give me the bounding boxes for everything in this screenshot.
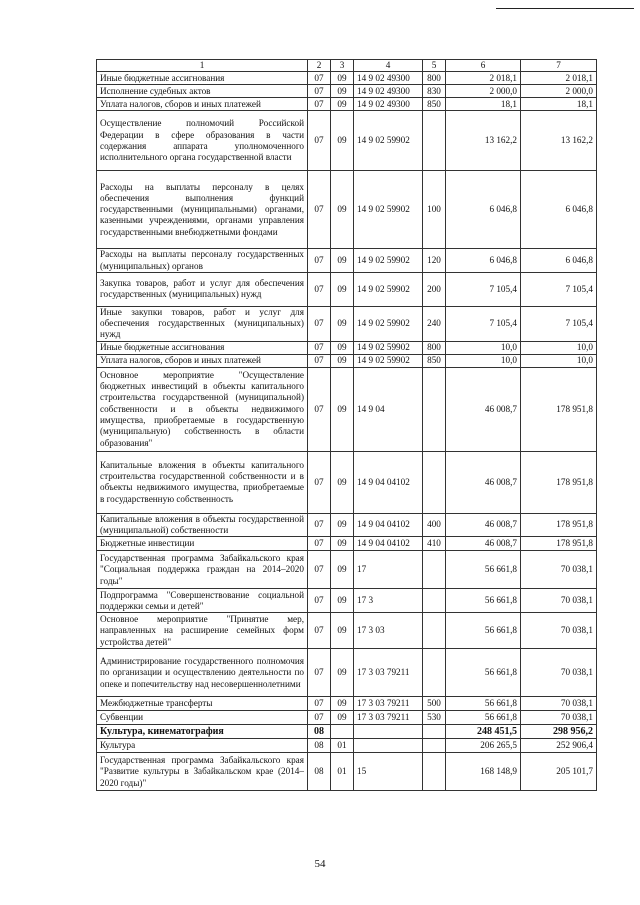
row-name: Подпрограмма "Совершенствование социальной поддержки семьи и детей" [97,589,308,613]
row-expense-type: 800 [423,72,446,85]
row-expense-type [423,725,446,739]
row-amount-year-2: 10,0 [521,354,597,367]
row-expense-type [423,451,446,513]
row-amount-year-1: 56 661,8 [446,711,521,725]
row-name: Администрирование государственного полномочия по организации и осуществлению деятельности по опеке и попечительству над несовершеннолетними [97,649,308,697]
row-name: Бюджетные инвестиции [97,537,308,551]
row-expense-type [423,589,446,613]
row-subsection: 09 [331,367,354,451]
row-target-code: 15 [354,753,423,791]
row-subsection: 09 [331,341,354,354]
row-expense-type: 410 [423,537,446,551]
row-target-code: 14 9 04 04102 [354,537,423,551]
row-amount-year-1: 206 265,5 [446,739,521,753]
row-name: Культура [97,739,308,753]
row-amount-year-1: 2 018,1 [446,72,521,85]
row-subsection: 09 [331,537,354,551]
row-amount-year-1: 46 008,7 [446,451,521,513]
row-amount-year-1: 248 451,5 [446,725,521,739]
row-subsection: 09 [331,513,354,537]
row-target-code: 14 9 04 04102 [354,451,423,513]
row-name: Государственная программа Забайкальского края "Социальная поддержка граждан на 2014–2020 годы" [97,551,308,589]
table-row [97,551,597,589]
table-row [97,98,597,111]
row-amount-year-1: 10,0 [446,341,521,354]
row-name: Иные бюджетные ассигнования [97,341,308,354]
row-target-code: 14 9 02 49300 [354,98,423,111]
row-target-code [354,725,423,739]
table-header [97,60,597,72]
row-name: Основное мероприятие "Осуществление бюджетных инвестиций в объекты капитального строительства государственной (муниципальной) собственности и в объекты недвижимого имущества, приобретаемые в государственную (муниципальную) собственность в области образования" [97,367,308,451]
row-expense-type: 500 [423,697,446,711]
row-target-code: 14 9 02 49300 [354,72,423,85]
row-amount-year-2: 6 046,8 [521,249,597,273]
row-subsection: 09 [331,249,354,273]
row-target-code: 14 9 02 59902 [354,111,423,171]
row-amount-year-2: 178 951,8 [521,367,597,451]
row-name: Капитальные вложения в объекты государственной (муниципальной) собственности [97,513,308,537]
row-expense-type [423,649,446,697]
row-amount-year-1: 56 661,8 [446,551,521,589]
row-target-code: 14 9 02 59902 [354,341,423,354]
row-expense-type: 100 [423,171,446,249]
header-cell: 5 [423,60,446,72]
table-row [97,85,597,98]
row-section: 07 [308,306,331,341]
row-expense-type [423,111,446,171]
table-row [97,711,597,725]
row-subsection: 09 [331,272,354,306]
row-amount-year-1: 2 000,0 [446,85,521,98]
table-row [97,753,597,791]
row-subsection: 09 [331,171,354,249]
header-cell: 2 [308,60,331,72]
row-section: 08 [308,753,331,791]
row-amount-year-1: 13 162,2 [446,111,521,171]
row-amount-year-2: 70 038,1 [521,649,597,697]
row-expense-type [423,739,446,753]
row-section: 08 [308,725,331,739]
row-amount-year-2: 298 956,2 [521,725,597,739]
header-cell: 6 [446,60,521,72]
row-subsection: 09 [331,98,354,111]
row-expense-type: 120 [423,249,446,273]
row-target-code: 14 9 02 49300 [354,85,423,98]
row-section: 07 [308,711,331,725]
row-name: Уплата налогов, сборов и иных платежей [97,98,308,111]
row-section: 07 [308,85,331,98]
row-name: Государственная программа Забайкальского края "Развитие культуры в Забайкальском крае (2014–2020 годы)" [97,753,308,791]
row-amount-year-2: 2 000,0 [521,85,597,98]
row-expense-type [423,367,446,451]
budget-table [96,59,597,791]
table-row [97,354,597,367]
row-amount-year-1: 18,1 [446,98,521,111]
row-target-code: 17 [354,551,423,589]
row-subsection: 09 [331,613,354,649]
table-row [97,249,597,273]
row-amount-year-2: 178 951,8 [521,537,597,551]
row-section: 07 [308,537,331,551]
table-row [97,306,597,341]
top-rule [496,8,634,9]
row-amount-year-1: 56 661,8 [446,589,521,613]
table-row [97,451,597,513]
table-row [97,613,597,649]
row-amount-year-2: 70 038,1 [521,711,597,725]
row-section: 07 [308,72,331,85]
row-expense-type: 800 [423,341,446,354]
row-amount-year-1: 7 105,4 [446,306,521,341]
row-subsection: 09 [331,451,354,513]
row-subsection: 01 [331,753,354,791]
row-name: Субвенции [97,711,308,725]
row-amount-year-2: 70 038,1 [521,697,597,711]
row-target-code: 14 9 04 [354,367,423,451]
row-subsection: 01 [331,739,354,753]
row-target-code [354,739,423,753]
row-target-code: 14 9 02 59902 [354,249,423,273]
row-target-code: 17 3 [354,589,423,613]
row-name: Исполнение судебных актов [97,85,308,98]
row-target-code: 14 9 04 04102 [354,513,423,537]
row-amount-year-2: 6 046,8 [521,171,597,249]
row-subsection [331,725,354,739]
row-section: 07 [308,613,331,649]
row-name: Уплата налогов, сборов и иных платежей [97,354,308,367]
row-target-code: 14 9 02 59902 [354,171,423,249]
row-target-code: 17 3 03 [354,613,423,649]
row-name: Основное мероприятие "Принятие мер, направленных на расширение семейных форм устройства детей" [97,613,308,649]
row-name: Межбюджетные трансферты [97,697,308,711]
row-name: Закупка товаров, работ и услуг для обеспечения государственных (муниципальных) нужд [97,272,308,306]
row-target-code: 17 3 03 79211 [354,697,423,711]
row-amount-year-2: 252 906,4 [521,739,597,753]
table-row [97,341,597,354]
row-name: Иные бюджетные ассигнования [97,72,308,85]
row-amount-year-1: 168 148,9 [446,753,521,791]
row-amount-year-1: 6 046,8 [446,249,521,273]
row-section: 07 [308,589,331,613]
table-row [97,589,597,613]
row-section: 08 [308,739,331,753]
row-section: 07 [308,551,331,589]
row-target-code: 14 9 02 59902 [354,306,423,341]
row-section: 07 [308,451,331,513]
row-section: 07 [308,111,331,171]
row-expense-type: 530 [423,711,446,725]
row-amount-year-1: 56 661,8 [446,697,521,711]
row-expense-type: 240 [423,306,446,341]
row-section: 07 [308,272,331,306]
row-expense-type [423,753,446,791]
table-row [97,72,597,85]
row-amount-year-1: 46 008,7 [446,513,521,537]
row-subsection: 09 [331,589,354,613]
row-subsection: 09 [331,111,354,171]
row-section: 07 [308,341,331,354]
row-amount-year-1: 7 105,4 [446,272,521,306]
header-cell: 4 [354,60,423,72]
row-target-code: 14 9 02 59902 [354,272,423,306]
row-amount-year-1: 46 008,7 [446,367,521,451]
row-expense-type: 400 [423,513,446,537]
row-amount-year-2: 70 038,1 [521,589,597,613]
table-row [97,725,597,739]
row-subsection: 09 [331,551,354,589]
row-amount-year-2: 205 101,7 [521,753,597,791]
row-target-code: 17 3 03 79211 [354,711,423,725]
row-section: 07 [308,697,331,711]
row-amount-year-1: 56 661,8 [446,649,521,697]
row-amount-year-2: 2 018,1 [521,72,597,85]
table-row [97,513,597,537]
row-amount-year-2: 13 162,2 [521,111,597,171]
row-amount-year-2: 70 038,1 [521,613,597,649]
row-subsection: 09 [331,306,354,341]
row-amount-year-1: 6 046,8 [446,171,521,249]
row-target-code: 14 9 02 59902 [354,354,423,367]
row-name: Расходы на выплаты персоналу в целях обеспечения выполнения функций государственными (муниципальными) органами, казенными учреждениями, органами управления государственными внебюджетными фондами [97,171,308,249]
row-expense-type: 850 [423,98,446,111]
row-subsection: 09 [331,72,354,85]
row-expense-type [423,551,446,589]
table-row [97,272,597,306]
table-row [97,367,597,451]
row-name: Капитальные вложения в объекты капитального строительства государственной собственности и в объекты недвижимого имущества, приобретаемые в государственную собственность [97,451,308,513]
row-section: 07 [308,649,331,697]
row-section: 07 [308,513,331,537]
row-section: 07 [308,367,331,451]
table-row [97,111,597,171]
row-section: 07 [308,171,331,249]
row-name: Культура, кинематография [97,725,308,739]
row-subsection: 09 [331,354,354,367]
row-amount-year-2: 7 105,4 [521,272,597,306]
page-number: 54 [314,858,326,870]
header-cell: 1 [97,60,308,72]
row-amount-year-2: 10,0 [521,341,597,354]
row-name: Расходы на выплаты персоналу государственных (муниципальных) органов [97,249,308,273]
row-section: 07 [308,249,331,273]
row-subsection: 09 [331,697,354,711]
row-name: Иные закупки товаров, работ и услуг для обеспечения государственных (муниципальных) нужд [97,306,308,341]
row-subsection: 09 [331,711,354,725]
row-name: Осуществление полномочий Российской Федерации в сфере образования в части содержания аппарата уполномоченного исполнительного органа государственной власти [97,111,308,171]
table-row [97,697,597,711]
row-amount-year-2: 178 951,8 [521,451,597,513]
table-row [97,537,597,551]
row-section: 07 [308,354,331,367]
row-amount-year-1: 10,0 [446,354,521,367]
row-amount-year-1: 46 008,7 [446,537,521,551]
row-subsection: 09 [331,649,354,697]
row-amount-year-2: 178 951,8 [521,513,597,537]
row-expense-type [423,613,446,649]
table-row [97,649,597,697]
row-subsection: 09 [331,85,354,98]
row-amount-year-2: 7 105,4 [521,306,597,341]
table-row [97,739,597,753]
header-cell: 3 [331,60,354,72]
row-target-code: 17 3 03 79211 [354,649,423,697]
row-expense-type: 200 [423,272,446,306]
table-row [97,171,597,249]
row-expense-type: 850 [423,354,446,367]
row-expense-type: 830 [423,85,446,98]
row-amount-year-1: 56 661,8 [446,613,521,649]
header-cell: 7 [521,60,597,72]
row-amount-year-2: 18,1 [521,98,597,111]
row-section: 07 [308,98,331,111]
row-amount-year-2: 70 038,1 [521,551,597,589]
